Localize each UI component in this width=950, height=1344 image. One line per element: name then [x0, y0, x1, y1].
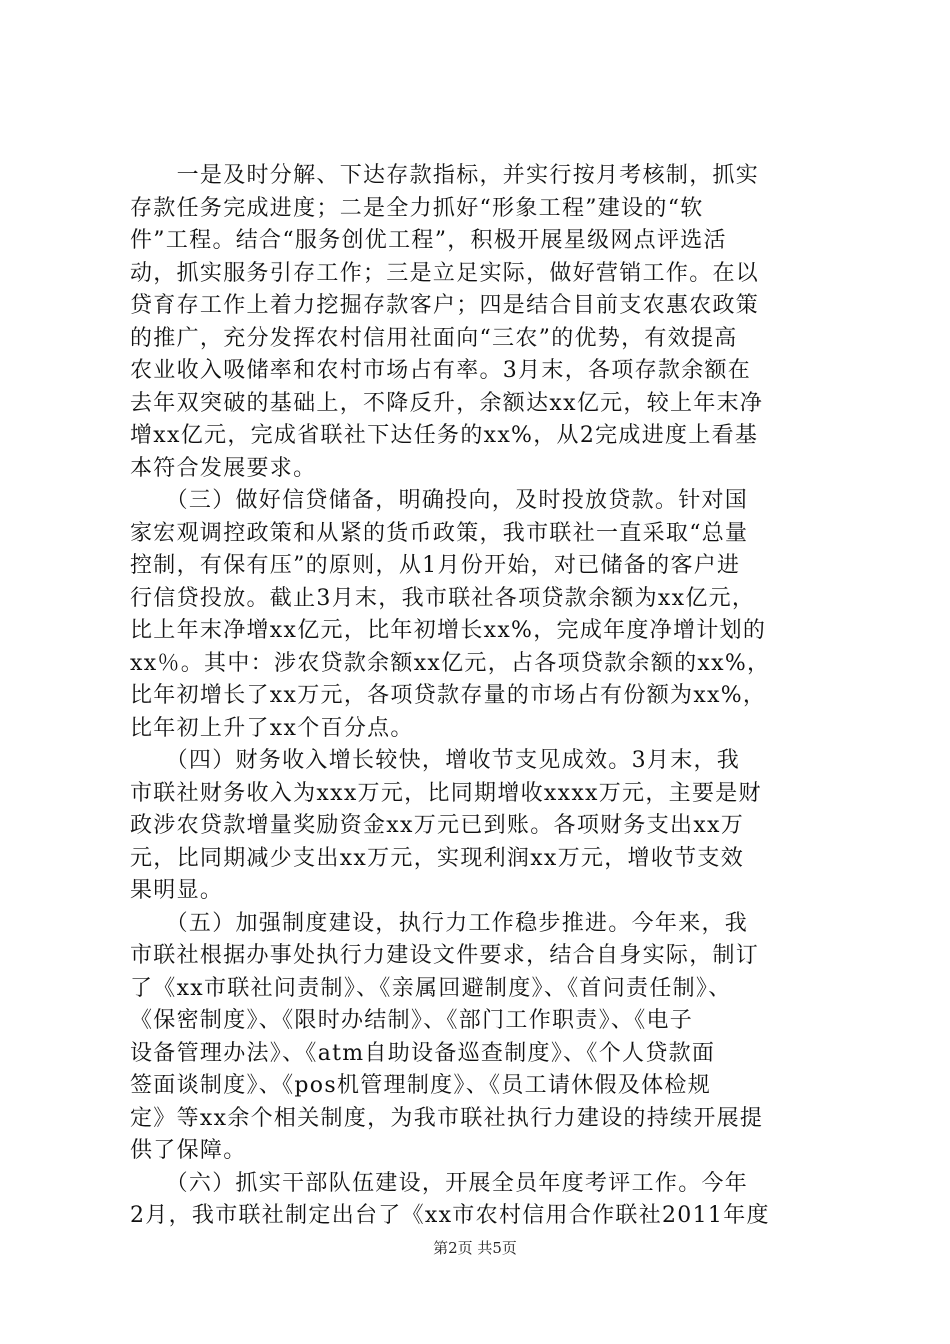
- text-line: 供了保障。: [130, 1138, 247, 1163]
- text-line: 家宏观调控政策和从紧的货币政策，我市联社一直采取“总量: [130, 520, 749, 546]
- page-number-footer: 第2页 共5页: [433, 1239, 517, 1257]
- text-line: 签面谈制度》、《pos机管理制度》、《员工请休假及体检规: [130, 1073, 712, 1098]
- text-line: 果明显。: [130, 878, 224, 903]
- text-line: （五）加强制度建设，执行力工作稳步推进。今年来，我: [130, 910, 749, 936]
- text-line: 去年双突破的基础上，不降反升，余额达xx亿元，较上年末净: [130, 390, 764, 416]
- text-line: 控制，有保有压”的原则，从1月份开始，对已储备的客户进: [130, 553, 741, 578]
- text-line: 市联社根据办事处执行力建设文件要求，结合自身实际，制订: [130, 943, 760, 968]
- document-body: [130, 160, 834, 1233]
- text-line: 2月，我市联社制定出台了《xx市农村信用合作联社2011年度: [130, 1203, 770, 1228]
- text-line: 定》等xx余个相关制度，为我市联社执行力建设的持续开展提: [130, 1105, 764, 1131]
- text-line: 件”工程。结合“服务创优工程”，积极开展星级网点评选活: [130, 228, 727, 253]
- text-line: 的推广，充分发挥农村信用社面向“三农”的优势，有效提高: [130, 325, 738, 351]
- text-line: 设备管理办法》、《atm自助设备巡查制度》、《个人贷款面: [130, 1040, 716, 1066]
- text-line: 动，抓实服务引存工作；三是立足实际，做好营销工作。在以: [130, 260, 760, 286]
- text-line: 了《xx市联社问责制》、《亲属回避制度》、《首问责任制》、: [130, 975, 732, 1001]
- text-line: 行信贷投放。截止3月末，我市联社各项贷款余额为xx亿元，: [130, 585, 756, 611]
- text-line: 《保密制度》、《限时办结制》、《部门工作职责》、《电子: [130, 1008, 694, 1033]
- text-line: 比年初上升了xx个百分点。: [130, 715, 414, 741]
- text-line: 存款任务完成进度；二是全力抓好“形象工程”建设的“软: [130, 195, 704, 221]
- text-line: 比年初增长了xx万元，各项贷款存量的市场占有份额为xx%，: [130, 683, 767, 708]
- text-line: 农业收入吸储率和农村市场占有率。3月末，各项存款余额在: [130, 358, 752, 383]
- text-line: 增xx亿元，完成省联社下达任务的xx%，从2完成进度上看基: [130, 423, 759, 448]
- text-line: （三）做好信贷储备，明确投向，及时投放贷款。针对国: [130, 488, 749, 513]
- text-line: 市联社财务收入为xxx万元，比同期增收xxxx万元，主要是财: [130, 780, 762, 806]
- text-line: 元，比同期减少支出xx万元，实现利润xx万元，增收节支效: [130, 845, 745, 871]
- text-line: 政涉农贷款增量奖励资金xx万元已到账。各项财务支出xx万: [130, 813, 745, 838]
- text-line: （六）抓实干部队伍建设，开展全员年度考评工作。今年: [130, 1170, 749, 1196]
- text-line: 本符合发展要求。: [130, 455, 317, 481]
- text-line: xx％。其中：涉农贷款余额xx亿元，占各项贷款余额的xx%，: [130, 650, 771, 676]
- text-line: 贷育存工作上着力挖掘存款客户；四是结合目前支农惠农政策: [130, 293, 760, 318]
- text-line: 一是及时分解、下达存款指标，并实行按月考核制，抓实: [130, 163, 760, 188]
- text-line: （四）财务收入增长较快，增收节支见成效。3月末，我: [130, 748, 741, 773]
- text-line: 比上年末净增xx亿元，比年初增长xx%，完成年度净增计划的: [130, 618, 767, 643]
